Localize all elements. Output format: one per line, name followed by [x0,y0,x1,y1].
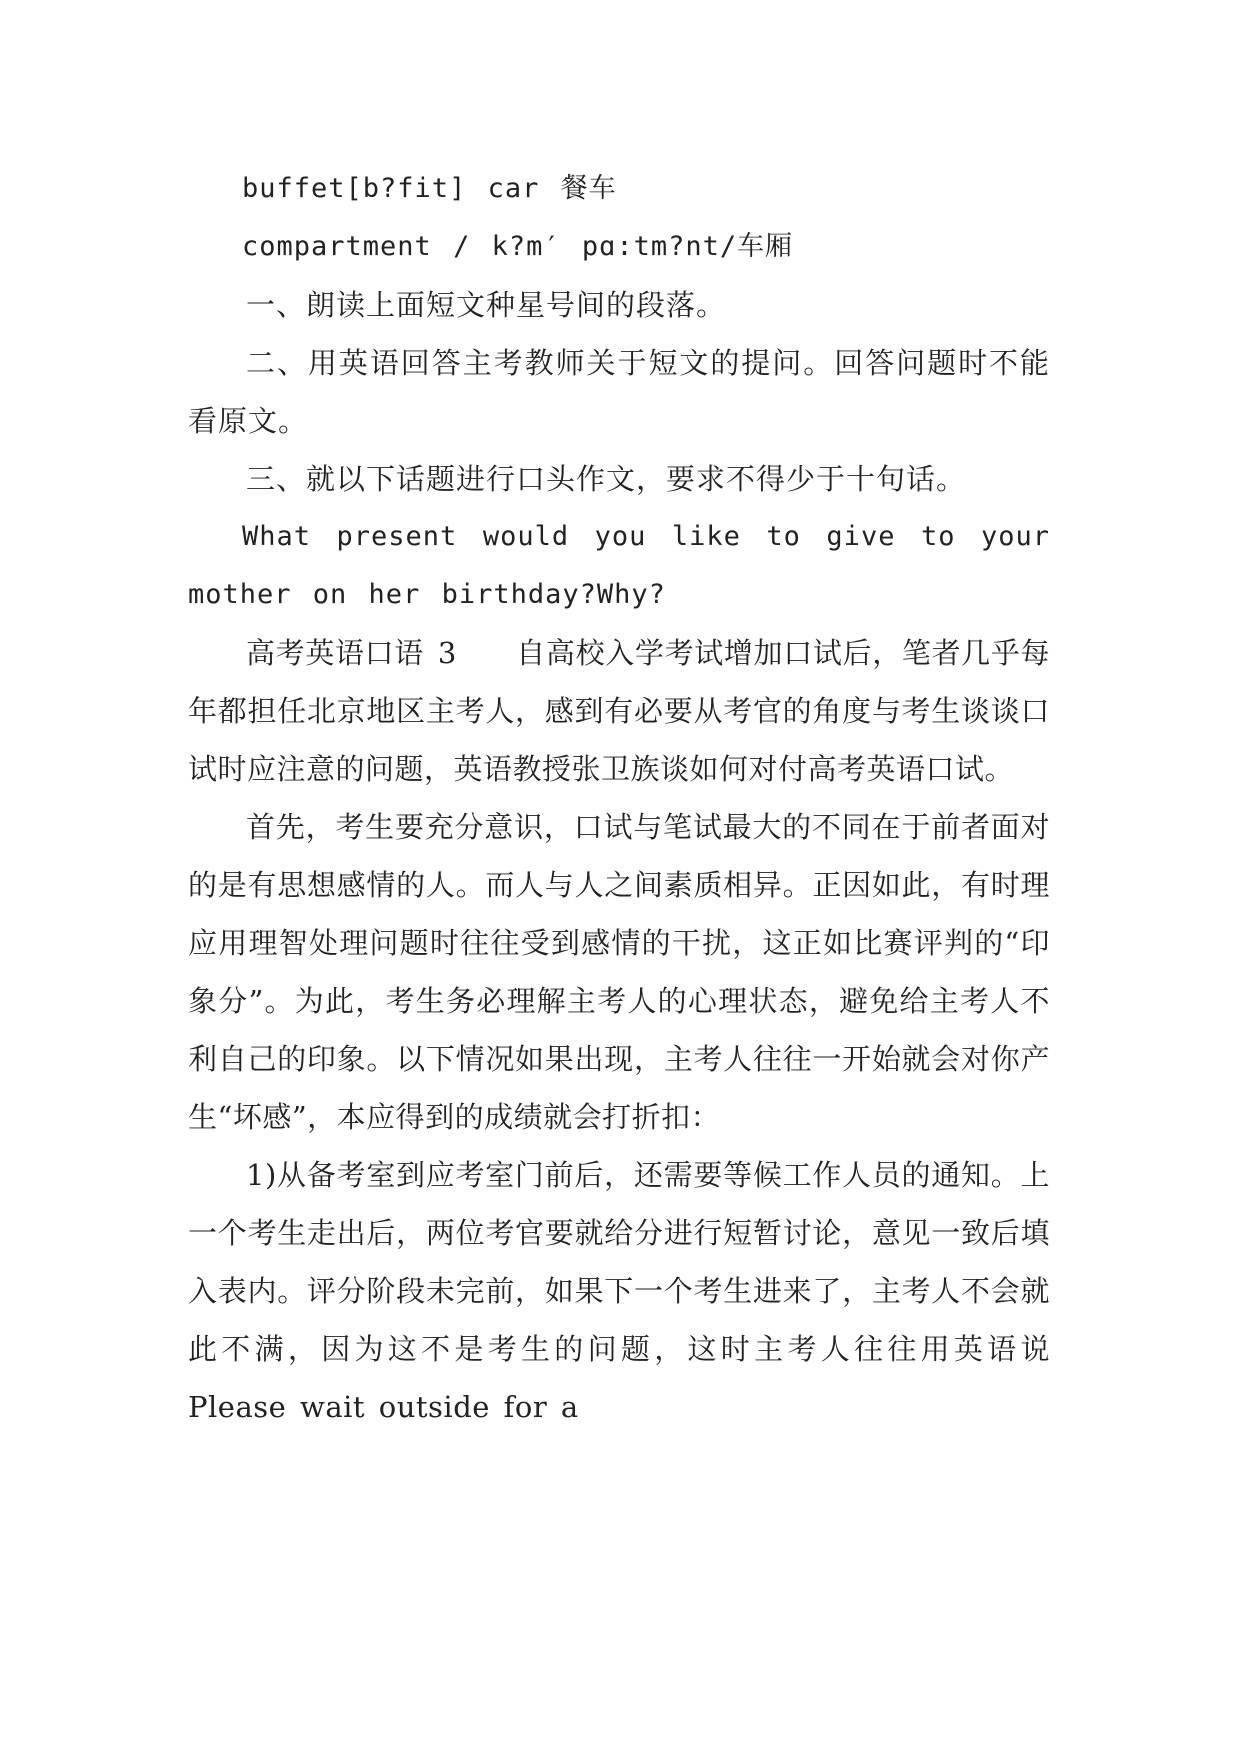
body-paragraph-first: 首先，考生要充分意识，口试与笔试最大的不同在于前者面对的是有思想感情的人。而人与人之间素质相异。正因如此，有时理应用理智处理问题时往往受到感情的干扰，这正如比赛评判的“印象分”。为此，考生务必理解主考人的心理状态，避免给主考人不利自己的印象。以下情况如果出现，主考人往往一开始就会对你产生“坏感”，本应得到的成绩就会打折扣： [188,810,1050,1134]
document-body [188,160,1050,1436]
vocab-line-compartment: compartment / k?m′ pɑ:tm?nt/车厢 [242,231,794,262]
section-3-intro-paragraph: 高考英语口语 3 自高校入学考试增加口试后，笔者几乎每年都担任北京地区主考人，感到有必要从考官的角度与考生谈谈口试时应注意的问题，英语教授张卫族谈如何对付高考英语口试。 [188,636,1050,786]
vocab-line-buffet-car: buffet[b?fit] car 餐车 [242,173,617,204]
instruction-3: 三、就以下话题进行口头作文，要求不得少于十句话。 [246,462,967,496]
instruction-2: 二、用英语回答主考教师关于短文的提问。回答问题时不能看原文。 [188,346,1050,438]
body-paragraph-item-1: 1)从备考室到应考室门前后，还需要等候工作人员的通知。上一个考生走出后，两位考官要就给分进行短暂讨论，意见一致后填入表内。评分阶段未完前，如果下一个考生进来了，主考人不会就此不满，因为这不是考生的问题，这时主考人往往用英语说 Please wait outside for a [188,1158,1050,1424]
essay-topic-question: What present would you like to give to your mother on her birthday?Why? [188,521,1050,610]
instruction-1: 一、朗读上面短文种星号间的段落。 [246,288,727,322]
